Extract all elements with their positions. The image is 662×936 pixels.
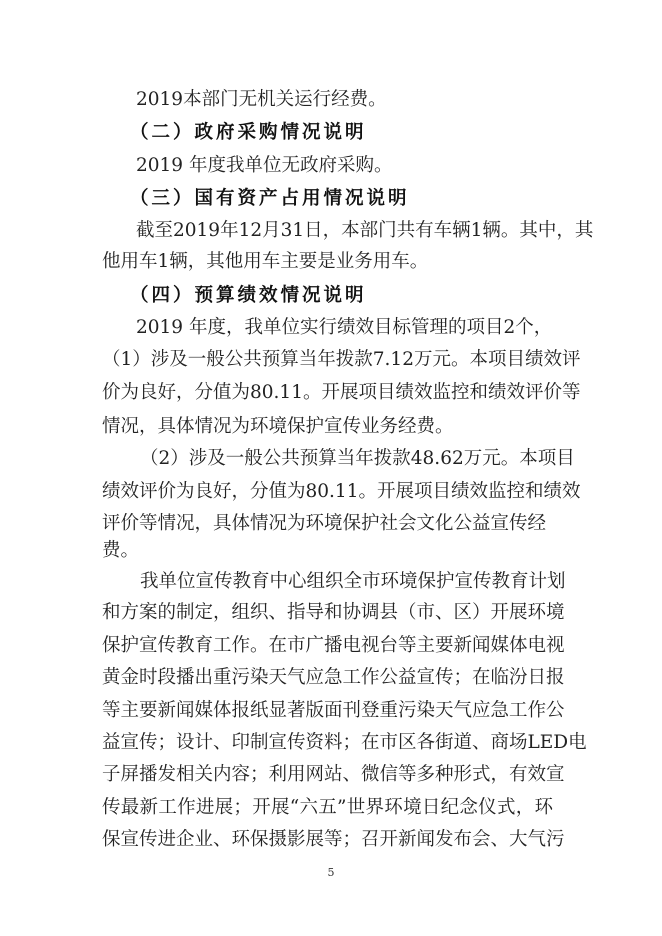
body-line: 益宣传；设计、印制宣传资料；在市区各街道、商场LED电 bbox=[102, 732, 587, 753]
body-line: 我单位宣传教育中心组织全市环境保护宣传教育计划 bbox=[140, 571, 566, 592]
body-line: 2019本部门无机关运行经费。 bbox=[136, 89, 387, 110]
body-line: 价为良好，分值为80.11。开展项目绩效监控和绩效评价等 bbox=[102, 382, 581, 403]
body-line: 他用车1辆，其他用车主要是业务用车。 bbox=[102, 251, 429, 272]
body-line: 2019 年度我单位无政府采购。 bbox=[136, 155, 393, 176]
section-heading: （二）政府采购情况说明 bbox=[130, 122, 367, 143]
page-number: 5 bbox=[327, 866, 335, 879]
section-heading: （四）预算绩效情况说明 bbox=[130, 285, 367, 306]
section-heading: （三）国有资产占用情况说明 bbox=[130, 188, 410, 209]
body-line: 评价等情况，具体情况为环境保护社会文化公益宣传经 bbox=[102, 513, 547, 534]
body-line: 绩效评价为良好，分值为80.11。开展项目绩效监控和绩效 bbox=[102, 481, 581, 502]
body-line: 保护宣传教育工作。在市广播电视台等主要新闻媒体电视 bbox=[102, 635, 565, 656]
body-line: （1）涉及一般公共预算当年拨款7.12万元。本项目绩效评 bbox=[102, 349, 581, 370]
body-line: 黄金时段播出重污染天气应急工作公益宣传；在临汾日报 bbox=[102, 667, 565, 688]
body-line: 等主要新闻媒体报纸显著版面刊登重污染天气应急工作公 bbox=[102, 700, 565, 721]
body-line: 情况，具体情况为环境保护宣传业务经费。 bbox=[102, 416, 454, 437]
body-line: 费。 bbox=[102, 540, 140, 561]
body-line: 子屏播发相关内容；利用网站、微信等多种形式，有效宣 bbox=[102, 764, 565, 785]
body-line: 保宣传进企业、环保摄影展等；召开新闻发布会、大气污 bbox=[102, 829, 565, 850]
body-line: （2）涉及一般公共预算当年拨款48.62万元。本项目 bbox=[140, 448, 575, 469]
body-line: 截至2019年12月31日，本部门共有车辆1辆。其中，其 bbox=[136, 220, 594, 241]
body-line: 传最新工作进展；开展“六五”世界环境日纪念仪式，环 bbox=[102, 797, 553, 818]
body-line: 2019 年度，我单位实行绩效目标管理的项目2个， bbox=[136, 317, 553, 338]
body-line: 和方案的制定，组织、指导和协调县（市、区）开展环境 bbox=[102, 602, 565, 623]
